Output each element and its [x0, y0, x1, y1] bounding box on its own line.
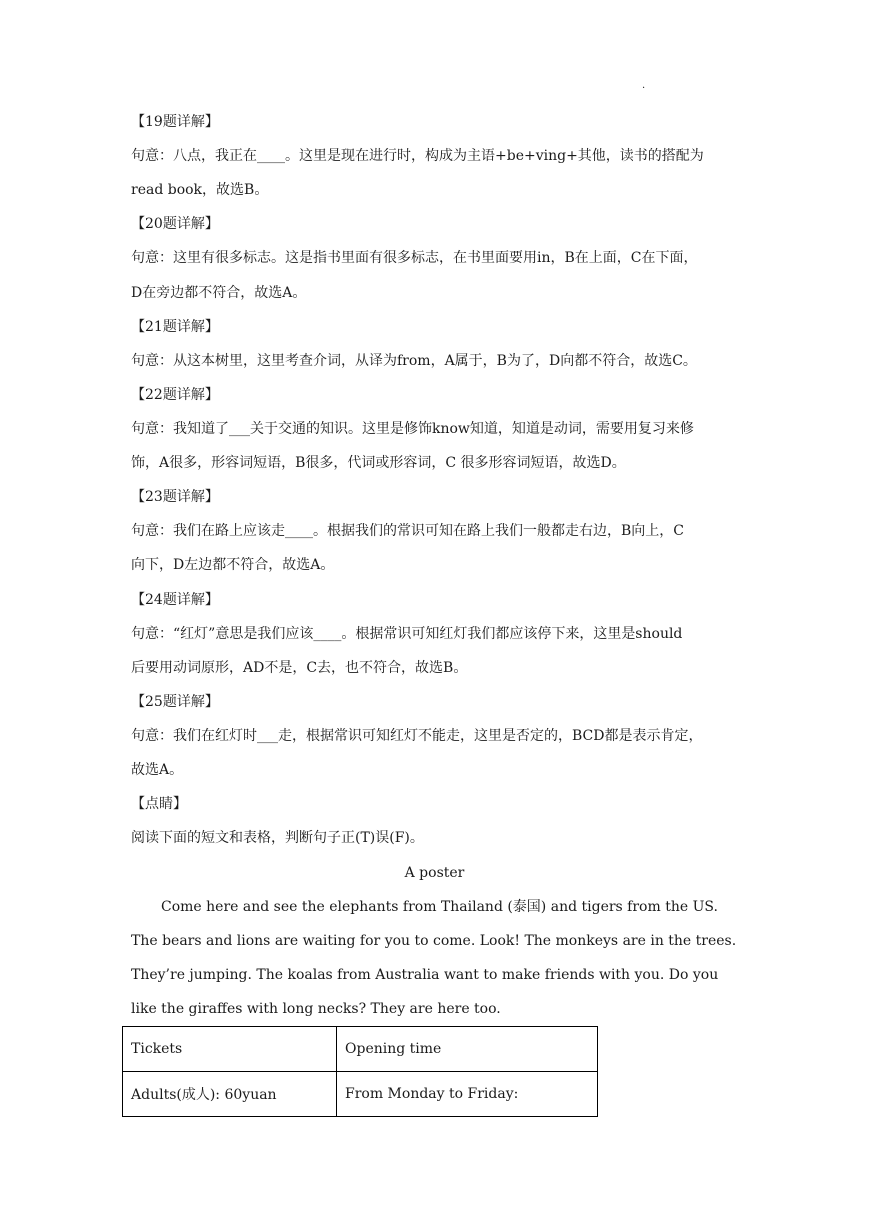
poster-paragraph-line: The bears and lions are waiting for you to come. Look! The monkeys are in the trees. — [131, 933, 737, 949]
poster-paragraph-line: like the giraffes with long necks? They are here too. — [131, 1001, 501, 1017]
page-mark: . — [642, 80, 646, 91]
section-heading-23: 【23题详解】 — [131, 489, 219, 505]
explanation-line: read book，故选B。 — [131, 182, 269, 198]
table-cell-adults-price: Adults(成人): 60yuan — [123, 1072, 337, 1117]
table-cell-weekday-hours: From Monday to Friday: — [337, 1072, 598, 1117]
explanation-line: 后要用动词原形，AD不是，C去，也不符合，故选B。 — [131, 660, 468, 676]
explanation-line: D在旁边都不符合，故选A。 — [131, 285, 307, 301]
section-heading-25: 【25题详解】 — [131, 694, 219, 710]
explanation-line: 句意：从这本树里，这里考查介词，从译为from，A属于，B为了，D向都不符合，故选C。 — [131, 353, 697, 369]
explanation-line: 句意：我们在路上应该走____。根据我们的常识可知在路上我们一般都走右边，B向上，C — [131, 523, 684, 539]
explanation-line: 句意：“红灯”意思是我们应该____。根据常识可知红灯我们都应该停下来，这里是should — [131, 626, 683, 642]
section-heading-21: 【21题详解】 — [131, 319, 219, 335]
section-heading-22: 【22题详解】 — [131, 387, 219, 403]
tickets-table — [122, 1026, 598, 1117]
explanation-line: 向下，D左边都不符合，故选A。 — [131, 557, 335, 573]
explanation-line: 饰，A很多，形容词短语，B很多，代词或形容词，C 很多形容词短语，故选D。 — [131, 455, 626, 471]
section-heading-24: 【24题详解】 — [131, 592, 219, 608]
section-heading-19: 【19题详解】 — [131, 114, 219, 130]
table-row — [123, 1072, 598, 1117]
table-cell-tickets-header: Tickets — [123, 1027, 337, 1072]
section-heading-tip: 【点睛】 — [131, 796, 187, 812]
poster-title: A poster — [404, 865, 465, 881]
section-heading-20: 【20题详解】 — [131, 216, 219, 232]
poster-paragraph-line: They’re jumping. The koalas from Australia want to make friends with you. Do you — [131, 967, 719, 983]
instruction-line: 阅读下面的短文和表格，判断句子正(T)误(F)。 — [131, 830, 424, 846]
explanation-line: 句意：我知道了___关于交通的知识。这里是修饰know知道，知道是动词，需要用复习来修 — [131, 421, 694, 437]
explanation-line: 句意：这里有很多标志。这是指书里面有很多标志，在书里面要用in，B在上面，C在下面， — [131, 250, 698, 266]
table-cell-opening-time-header: Opening time — [337, 1027, 598, 1072]
explanation-line: 句意：八点，我正在____。这里是现在进行时，构成为主语+be+ving+其他，读书的搭配为 — [131, 148, 704, 164]
poster-paragraph-line: Come here and see the elephants from Thailand (泰国) and tigers from the US. — [161, 899, 718, 915]
table-row — [123, 1027, 598, 1072]
explanation-line: 故选A。 — [131, 762, 184, 778]
explanation-line: 句意：我们在红灯时___走，根据常识可知红灯不能走，这里是否定的，BCD都是表示肯定， — [131, 728, 703, 744]
